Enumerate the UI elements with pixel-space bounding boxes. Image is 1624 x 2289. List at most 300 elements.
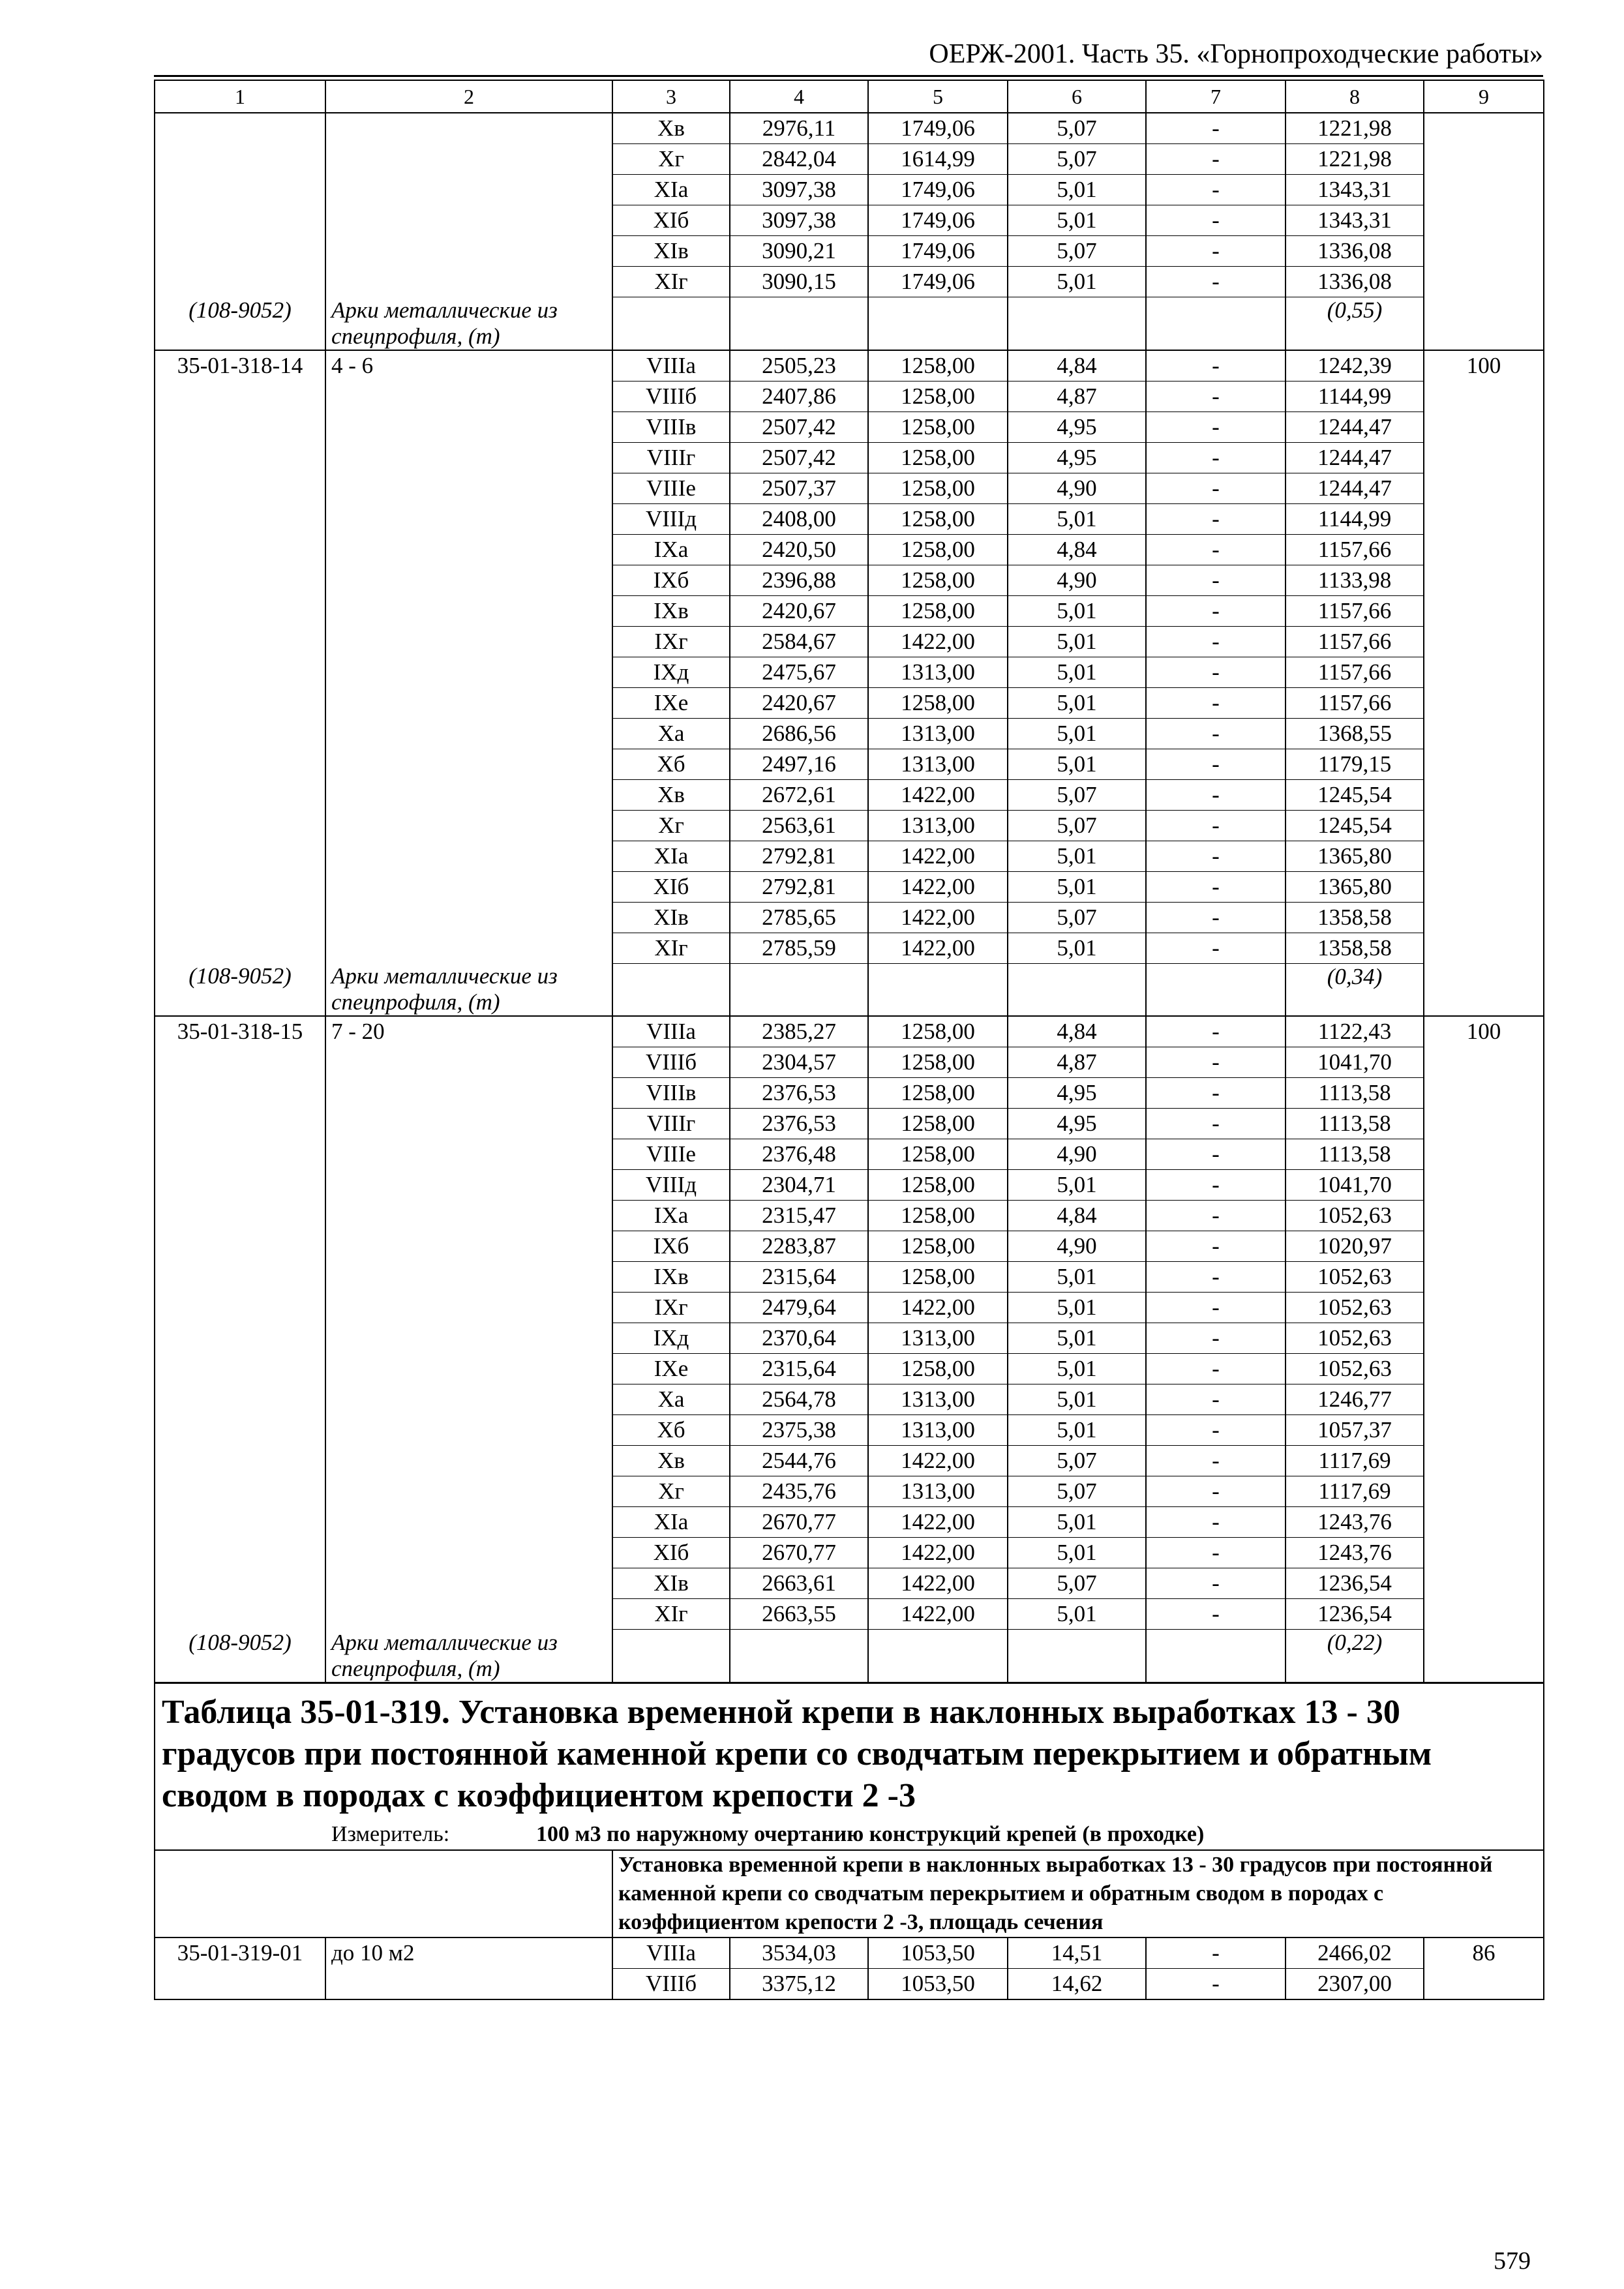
labor-cost-cell: 1258,00 xyxy=(868,1354,1008,1384)
unit-cell xyxy=(1424,1507,1544,1538)
unit-cell xyxy=(1424,841,1544,871)
category-cell: VIIIб xyxy=(612,381,730,411)
table-row xyxy=(155,1139,1544,1170)
total-cost-cell: 2420,67 xyxy=(730,687,868,718)
total-cost-cell: 2420,67 xyxy=(730,595,868,626)
total-cost-cell: 2497,16 xyxy=(730,749,868,779)
machine-cost-cell: 5,01 xyxy=(1008,841,1146,871)
total-cost-cell: 3534,03 xyxy=(730,1937,868,1969)
rate-code-cell xyxy=(155,113,325,144)
unit-cell xyxy=(1424,871,1544,902)
material-cost-cell: 1144,99 xyxy=(1286,381,1424,411)
material-cost-cell: 1117,69 xyxy=(1286,1446,1424,1476)
range-cell xyxy=(325,1231,612,1262)
table-row xyxy=(155,933,1544,963)
total-cost-cell: 2396,88 xyxy=(730,565,868,595)
operator-cost-cell: - xyxy=(1146,657,1286,687)
unit-cell xyxy=(1424,1170,1544,1201)
labor-cost-cell: 1258,00 xyxy=(868,534,1008,565)
labor-cost-cell: 1422,00 xyxy=(868,626,1008,657)
total-cost-cell: 2670,77 xyxy=(730,1538,868,1568)
machine-cost-cell: 5,01 xyxy=(1008,503,1146,534)
table-row xyxy=(155,1170,1544,1201)
range-cell xyxy=(325,144,612,175)
material-cost-cell: 1245,54 xyxy=(1286,810,1424,841)
machine-cost-cell: 5,01 xyxy=(1008,749,1146,779)
total-cost-cell: 2792,81 xyxy=(730,871,868,902)
labor-cost-cell: 1313,00 xyxy=(868,1415,1008,1446)
operator-cost-cell: - xyxy=(1146,113,1286,144)
header-rule xyxy=(154,75,1543,77)
rate-code-cell xyxy=(155,810,325,841)
range-cell xyxy=(325,779,612,810)
operator-cost-cell: - xyxy=(1146,267,1286,297)
rate-code-cell xyxy=(155,473,325,503)
total-cost-cell: 2663,55 xyxy=(730,1599,868,1630)
empty-cell xyxy=(1146,963,1286,1016)
material-quantity: (0,34) xyxy=(1286,963,1424,1016)
table-row xyxy=(155,1476,1544,1507)
labor-cost-cell: 1258,00 xyxy=(868,350,1008,382)
rate-code-cell xyxy=(155,871,325,902)
material-cost-cell: 1041,70 xyxy=(1286,1047,1424,1078)
operator-cost-cell: - xyxy=(1146,1262,1286,1293)
total-cost-cell: 2785,59 xyxy=(730,933,868,963)
operator-cost-cell: - xyxy=(1146,1476,1286,1507)
unit-cell xyxy=(1424,1384,1544,1415)
labor-cost-cell: 1614,99 xyxy=(868,144,1008,175)
table-row xyxy=(155,1262,1544,1293)
operator-cost-cell: - xyxy=(1146,442,1286,473)
operator-cost-cell: - xyxy=(1146,687,1286,718)
material-cost-cell: 1157,66 xyxy=(1286,657,1424,687)
total-cost-cell: 2370,64 xyxy=(730,1323,868,1354)
rate-code-cell xyxy=(155,1446,325,1476)
labor-cost-cell: 1258,00 xyxy=(868,1109,1008,1139)
unit-cell: 100 xyxy=(1424,1016,1544,1047)
rates-table xyxy=(154,80,1544,2000)
range-cell xyxy=(325,442,612,473)
machine-cost-cell: 5,07 xyxy=(1008,236,1146,267)
category-cell: Xв xyxy=(612,779,730,810)
material-cost-cell: 1242,39 xyxy=(1286,350,1424,382)
unit-cell xyxy=(1424,657,1544,687)
material-cost-cell: 1117,69 xyxy=(1286,1476,1424,1507)
machine-cost-cell: 5,07 xyxy=(1008,1446,1146,1476)
empty-cell xyxy=(868,297,1008,350)
category-cell: IXб xyxy=(612,1231,730,1262)
material-cost-cell: 1052,63 xyxy=(1286,1323,1424,1354)
table-row xyxy=(155,595,1544,626)
category-cell: VIIIа xyxy=(612,1016,730,1047)
total-cost-cell: 2686,56 xyxy=(730,718,868,749)
range-cell xyxy=(325,1047,612,1078)
operator-cost-cell: - xyxy=(1146,1538,1286,1568)
material-cost-cell: 1179,15 xyxy=(1286,749,1424,779)
table-row xyxy=(155,749,1544,779)
machine-cost-cell: 4,84 xyxy=(1008,1016,1146,1047)
labor-cost-cell: 1749,06 xyxy=(868,236,1008,267)
material-cost-cell: 1245,54 xyxy=(1286,779,1424,810)
column-number: 4 xyxy=(730,80,868,113)
operator-cost-cell: - xyxy=(1146,1047,1286,1078)
labor-cost-cell: 1258,00 xyxy=(868,442,1008,473)
operator-cost-cell: - xyxy=(1146,236,1286,267)
column-number: 9 xyxy=(1424,80,1544,113)
rate-code-cell xyxy=(155,534,325,565)
machine-cost-cell: 4,84 xyxy=(1008,1201,1146,1231)
total-cost-cell: 2479,64 xyxy=(730,1293,868,1323)
unit-cell xyxy=(1424,749,1544,779)
table-row xyxy=(155,144,1544,175)
unit-cell xyxy=(1424,1446,1544,1476)
table-row xyxy=(155,205,1544,236)
operator-cost-cell: - xyxy=(1146,1415,1286,1446)
operator-cost-cell: - xyxy=(1146,1293,1286,1323)
unit-cell xyxy=(1424,1568,1544,1599)
unit-cell xyxy=(1424,1047,1544,1078)
column-number: 7 xyxy=(1146,80,1286,113)
meter-row xyxy=(155,1819,1544,1850)
operator-cost-cell: - xyxy=(1146,1568,1286,1599)
category-cell: Xв xyxy=(612,113,730,144)
column-number: 2 xyxy=(325,80,612,113)
unit-cell xyxy=(1424,1078,1544,1109)
range-cell: до 10 м2 xyxy=(325,1937,612,1969)
machine-cost-cell: 5,07 xyxy=(1008,779,1146,810)
section-description: Установка временной крепи в наклонных выработках 13 - 30 градусов при постоянной каменной крепи со сводчатым перекрытием и обратным сводом в породах с коэффициентом крепости 2 -3, площадь сечения xyxy=(612,1850,1544,1937)
labor-cost-cell: 1313,00 xyxy=(868,810,1008,841)
machine-cost-cell: 4,90 xyxy=(1008,1231,1146,1262)
category-cell: VIIIа xyxy=(612,1937,730,1969)
machine-cost-cell: 5,01 xyxy=(1008,1323,1146,1354)
total-cost-cell: 3097,38 xyxy=(730,175,868,205)
empty-cell xyxy=(1424,1630,1544,1683)
total-cost-cell: 2663,61 xyxy=(730,1568,868,1599)
rate-code-cell xyxy=(155,933,325,963)
category-cell: VIIIе xyxy=(612,1139,730,1170)
table-row xyxy=(155,626,1544,657)
labor-cost-cell: 1422,00 xyxy=(868,1293,1008,1323)
unit-cell xyxy=(1424,411,1544,442)
total-cost-cell: 2420,50 xyxy=(730,534,868,565)
category-cell: XIа xyxy=(612,841,730,871)
empty-cell xyxy=(1424,297,1544,350)
table-row xyxy=(155,1937,1544,1969)
material-name: Арки металлические из спецпрофиля, (т) xyxy=(325,963,612,1016)
rate-code-cell xyxy=(155,657,325,687)
labor-cost-cell: 1258,00 xyxy=(868,1201,1008,1231)
empty-cell xyxy=(1424,963,1544,1016)
table-row xyxy=(155,175,1544,205)
total-cost-cell: 2407,86 xyxy=(730,381,868,411)
operator-cost-cell: - xyxy=(1146,350,1286,382)
unit-cell xyxy=(1424,473,1544,503)
total-cost-cell: 2507,37 xyxy=(730,473,868,503)
unit-cell xyxy=(1424,1231,1544,1262)
labor-cost-cell: 1258,00 xyxy=(868,565,1008,595)
range-cell xyxy=(325,1109,612,1139)
material-code: (108-9052) xyxy=(155,1630,325,1683)
machine-cost-cell: 5,01 xyxy=(1008,267,1146,297)
range-cell xyxy=(325,1323,612,1354)
unit-cell xyxy=(1424,534,1544,565)
labor-cost-cell: 1422,00 xyxy=(868,1507,1008,1538)
range-cell xyxy=(325,687,612,718)
category-cell: IXе xyxy=(612,687,730,718)
labor-cost-cell: 1749,06 xyxy=(868,205,1008,236)
machine-cost-cell: 5,01 xyxy=(1008,718,1146,749)
category-cell: XIв xyxy=(612,236,730,267)
table-row xyxy=(155,841,1544,871)
table-title: Таблица 35-01-319. Установка временной крепи в наклонных выработках 13 - 30 градусов при постоянной каменной крепи со сводчатым перекрытием и обратным сводом в породах с коэффициентом крепости 2 -3 xyxy=(155,1683,1544,1819)
range-cell xyxy=(325,565,612,595)
category-cell: IXв xyxy=(612,1262,730,1293)
page-header: ОЕРЖ-2001. Часть 35. «Горнопроходческие работы» xyxy=(929,39,1543,69)
machine-cost-cell: 5,01 xyxy=(1008,626,1146,657)
column-number: 5 xyxy=(868,80,1008,113)
rate-code-cell xyxy=(155,1170,325,1201)
material-cost-cell: 1236,54 xyxy=(1286,1568,1424,1599)
rate-code-cell xyxy=(155,381,325,411)
machine-cost-cell: 4,84 xyxy=(1008,534,1146,565)
labor-cost-cell: 1422,00 xyxy=(868,1538,1008,1568)
machine-cost-cell: 14,62 xyxy=(1008,1968,1146,1999)
unit-cell xyxy=(1424,933,1544,963)
operator-cost-cell: - xyxy=(1146,473,1286,503)
unit-cell xyxy=(1424,175,1544,205)
range-cell xyxy=(325,626,612,657)
unit-cell xyxy=(1424,1293,1544,1323)
material-cost-cell: 1113,58 xyxy=(1286,1078,1424,1109)
total-cost-cell: 2375,38 xyxy=(730,1415,868,1446)
labor-cost-cell: 1258,00 xyxy=(868,1170,1008,1201)
unit-cell xyxy=(1424,1599,1544,1630)
material-cost-cell: 2307,00 xyxy=(1286,1968,1424,1999)
category-cell: IXа xyxy=(612,534,730,565)
empty-cell xyxy=(1008,963,1146,1016)
rate-code-cell xyxy=(155,144,325,175)
table-row xyxy=(155,1354,1544,1384)
category-cell: Xг xyxy=(612,144,730,175)
material-cost-cell: 1336,08 xyxy=(1286,267,1424,297)
empty-cell xyxy=(1146,297,1286,350)
labor-cost-cell: 1749,06 xyxy=(868,267,1008,297)
rate-code-cell xyxy=(155,779,325,810)
operator-cost-cell: - xyxy=(1146,1016,1286,1047)
material-cost-cell: 1243,76 xyxy=(1286,1507,1424,1538)
machine-cost-cell: 14,51 xyxy=(1008,1937,1146,1969)
empty-cell xyxy=(612,297,730,350)
range-cell xyxy=(325,595,612,626)
unit-cell xyxy=(1424,779,1544,810)
table-row xyxy=(155,1201,1544,1231)
operator-cost-cell: - xyxy=(1146,411,1286,442)
labor-cost-cell: 1258,00 xyxy=(868,503,1008,534)
table-row xyxy=(155,1538,1544,1568)
material-quantity: (0,22) xyxy=(1286,1630,1424,1683)
range-cell: 7 - 20 xyxy=(325,1016,612,1047)
category-cell: XIг xyxy=(612,1599,730,1630)
category-cell: IXа xyxy=(612,1201,730,1231)
range-cell xyxy=(325,1968,612,1999)
category-cell: Xг xyxy=(612,1476,730,1507)
rate-code-cell xyxy=(155,267,325,297)
material-cost-cell: 1157,66 xyxy=(1286,534,1424,565)
rate-code-cell xyxy=(155,841,325,871)
range-cell xyxy=(325,871,612,902)
material-row xyxy=(155,297,1544,350)
labor-cost-cell: 1258,00 xyxy=(868,1078,1008,1109)
table-row xyxy=(155,1384,1544,1415)
table-row xyxy=(155,871,1544,902)
total-cost-cell: 3375,12 xyxy=(730,1968,868,1999)
machine-cost-cell: 5,01 xyxy=(1008,175,1146,205)
labor-cost-cell: 1258,00 xyxy=(868,1139,1008,1170)
empty-cell xyxy=(1008,297,1146,350)
rate-code-cell xyxy=(155,1109,325,1139)
category-cell: XIв xyxy=(612,1568,730,1599)
operator-cost-cell: - xyxy=(1146,1201,1286,1231)
rate-code-cell xyxy=(155,565,325,595)
range-cell xyxy=(325,1599,612,1630)
rate-code-cell xyxy=(155,1323,325,1354)
column-number-row xyxy=(155,80,1544,113)
empty-cell xyxy=(612,963,730,1016)
category-cell: Xа xyxy=(612,1384,730,1415)
machine-cost-cell: 5,07 xyxy=(1008,1476,1146,1507)
table-row xyxy=(155,534,1544,565)
category-cell: VIIIг xyxy=(612,442,730,473)
unit-cell: 86 xyxy=(1424,1937,1544,1969)
range-cell xyxy=(325,267,612,297)
category-cell: VIIIе xyxy=(612,473,730,503)
empty-cell xyxy=(868,1630,1008,1683)
operator-cost-cell: - xyxy=(1146,871,1286,902)
column-number: 3 xyxy=(612,80,730,113)
operator-cost-cell: - xyxy=(1146,595,1286,626)
operator-cost-cell: - xyxy=(1146,565,1286,595)
total-cost-cell: 2505,23 xyxy=(730,350,868,382)
rate-code-cell xyxy=(155,902,325,933)
unit-cell xyxy=(1424,1538,1544,1568)
range-cell xyxy=(325,1354,612,1384)
rate-code-cell xyxy=(155,1507,325,1538)
material-cost-cell: 1358,58 xyxy=(1286,902,1424,933)
rate-code-cell xyxy=(155,1078,325,1109)
operator-cost-cell: - xyxy=(1146,1231,1286,1262)
range-cell xyxy=(325,657,612,687)
labor-cost-cell: 1422,00 xyxy=(868,1446,1008,1476)
operator-cost-cell: - xyxy=(1146,1109,1286,1139)
table-row xyxy=(155,1599,1544,1630)
category-cell: VIIIв xyxy=(612,411,730,442)
range-cell xyxy=(325,1078,612,1109)
rate-code-cell xyxy=(155,1599,325,1630)
range-cell xyxy=(325,1262,612,1293)
machine-cost-cell: 5,07 xyxy=(1008,113,1146,144)
range-cell xyxy=(325,473,612,503)
range-cell xyxy=(325,1293,612,1323)
labor-cost-cell: 1258,00 xyxy=(868,1231,1008,1262)
meter-cell xyxy=(155,1819,1544,1850)
table-body xyxy=(155,80,1544,1999)
unit-cell xyxy=(1424,810,1544,841)
rate-code-cell xyxy=(155,1384,325,1415)
category-cell: IXг xyxy=(612,626,730,657)
unit-cell xyxy=(1424,236,1544,267)
labor-cost-cell: 1258,00 xyxy=(868,381,1008,411)
total-cost-cell: 2315,64 xyxy=(730,1354,868,1384)
unit-cell xyxy=(1424,1201,1544,1231)
total-cost-cell: 2315,47 xyxy=(730,1201,868,1231)
rate-code-cell xyxy=(155,411,325,442)
labor-cost-cell: 1313,00 xyxy=(868,1323,1008,1354)
table-row xyxy=(155,779,1544,810)
total-cost-cell: 2544,76 xyxy=(730,1446,868,1476)
empty-cell xyxy=(155,1850,612,1937)
category-cell: IXд xyxy=(612,1323,730,1354)
machine-cost-cell: 4,87 xyxy=(1008,381,1146,411)
table-row xyxy=(155,1293,1544,1323)
material-cost-cell: 1221,98 xyxy=(1286,113,1424,144)
table-row xyxy=(155,236,1544,267)
operator-cost-cell: - xyxy=(1146,1937,1286,1969)
range-cell xyxy=(325,113,612,144)
material-cost-cell: 1052,63 xyxy=(1286,1201,1424,1231)
material-row xyxy=(155,1630,1544,1683)
operator-cost-cell: - xyxy=(1146,718,1286,749)
range-cell xyxy=(325,411,612,442)
material-cost-cell: 1365,80 xyxy=(1286,871,1424,902)
description-row xyxy=(155,1850,1544,1937)
labor-cost-cell: 1258,00 xyxy=(868,595,1008,626)
table-row xyxy=(155,1109,1544,1139)
rate-code-cell xyxy=(155,749,325,779)
total-cost-cell: 2435,76 xyxy=(730,1476,868,1507)
total-cost-cell: 2304,71 xyxy=(730,1170,868,1201)
material-cost-cell: 1343,31 xyxy=(1286,175,1424,205)
labor-cost-cell: 1258,00 xyxy=(868,1016,1008,1047)
machine-cost-cell: 5,01 xyxy=(1008,933,1146,963)
table-row xyxy=(155,381,1544,411)
table-row xyxy=(155,442,1544,473)
range-cell xyxy=(325,381,612,411)
rate-code-cell xyxy=(155,718,325,749)
unit-cell xyxy=(1424,565,1544,595)
machine-cost-cell: 4,87 xyxy=(1008,1047,1146,1078)
material-cost-cell: 1057,37 xyxy=(1286,1415,1424,1446)
operator-cost-cell: - xyxy=(1146,1139,1286,1170)
rate-code-cell xyxy=(155,1262,325,1293)
labor-cost-cell: 1258,00 xyxy=(868,1047,1008,1078)
empty-cell xyxy=(1008,1630,1146,1683)
labor-cost-cell: 1313,00 xyxy=(868,749,1008,779)
operator-cost-cell: - xyxy=(1146,902,1286,933)
rate-code-cell xyxy=(155,1415,325,1446)
table-row xyxy=(155,687,1544,718)
category-cell: VIIIд xyxy=(612,1170,730,1201)
table-row xyxy=(155,657,1544,687)
category-cell: Xа xyxy=(612,718,730,749)
operator-cost-cell: - xyxy=(1146,175,1286,205)
material-quantity: (0,55) xyxy=(1286,297,1424,350)
empty-cell xyxy=(730,963,868,1016)
empty-cell xyxy=(612,1630,730,1683)
rate-code-cell xyxy=(155,1968,325,1999)
table-row xyxy=(155,473,1544,503)
operator-cost-cell: - xyxy=(1146,841,1286,871)
